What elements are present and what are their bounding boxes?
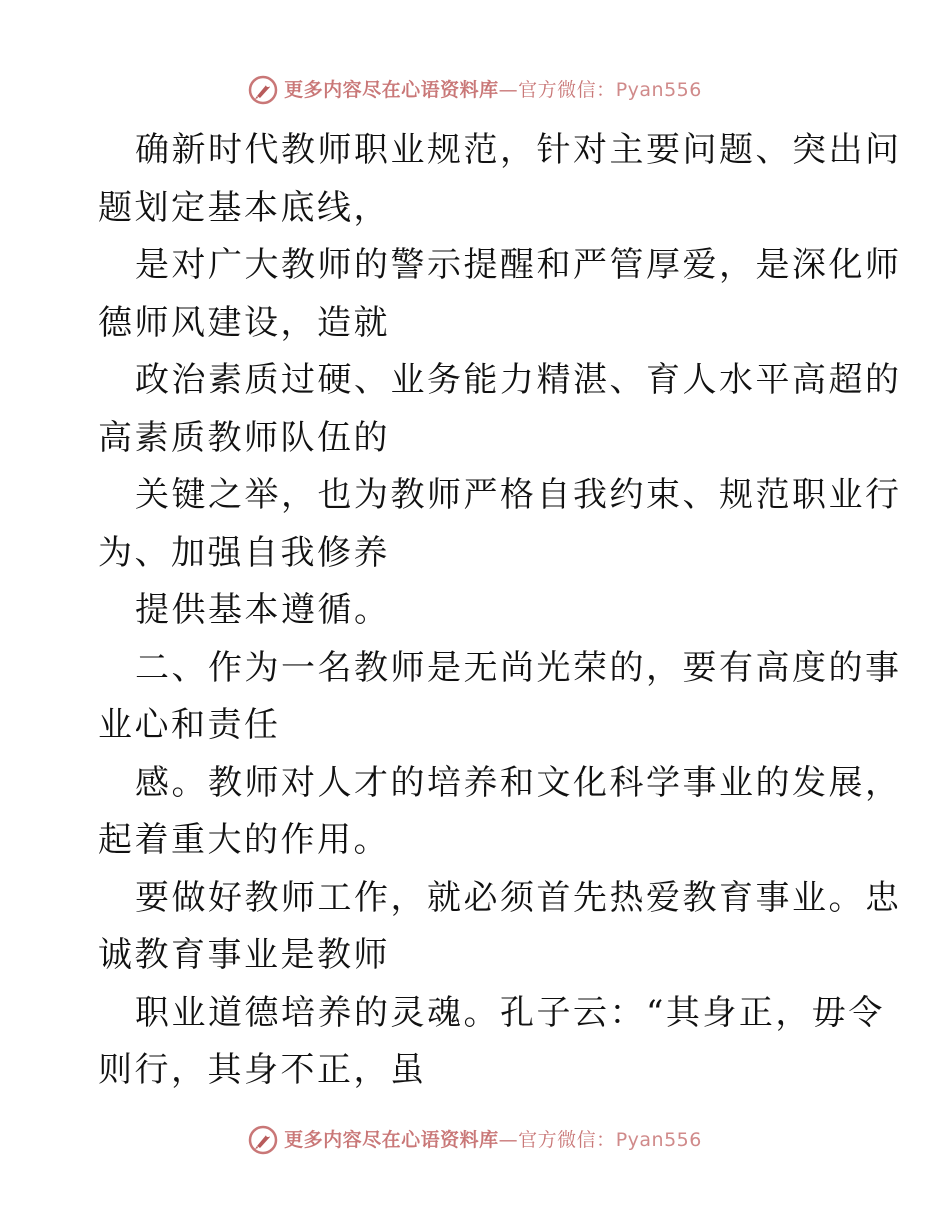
footer-watermark [0,1122,950,1158]
watermark-contact-label: 官方微信： [518,1128,616,1151]
body-line: 职业道德培养的灵魂。孔子云：“其身正，毋令 [135,992,885,1033]
body-line: 确新时代教师职业规范，针对主要问题、突出问 [135,130,902,170]
body-line: 二、作为一名教师是无尚光荣的，要有高度的事 [135,647,902,688]
body-line: 关键之举，也为教师严格自我约束、规范职业行 [135,475,902,515]
watermark-contact-id: Pyan556 [615,1128,702,1151]
body-line: 业心和责任 [98,705,281,745]
watermark-brand: 更多内容尽在心语资料库 [284,1128,499,1151]
header-watermark [0,72,950,108]
pen-nib-logo-icon [248,75,278,105]
body-line: 提供基本遵循。 [135,590,391,630]
body-line: 则行，其身不正，虽 [98,1050,427,1090]
body-line: 为、加强自我修养 [98,532,390,573]
body-line: 诚教育事业是教师 [98,935,390,975]
watermark-separator: — [498,78,519,101]
pen-nib-logo-icon [248,1125,278,1155]
watermark-separator: — [498,1128,519,1151]
body-line: 是对广大教师的警示提醒和严管厚爱，是深化师 [135,245,902,285]
document-body [98,122,902,1100]
body-line: 德师风建设，造就 [98,302,390,343]
body-line: 要做好教师工作，就必须首先热爱教育事业。忠 [135,877,902,918]
body-line: 感。教师对人才的培养和文化科学事业的发展， [135,762,902,803]
watermark-brand: 更多内容尽在心语资料库 [284,78,499,101]
body-line: 高素质教师队伍的 [98,417,390,458]
body-line: 题划定基本底线， [98,187,390,228]
body-line: 政治素质过硬、业务能力精湛、育人水平高超的 [135,360,902,400]
body-line: 起着重大的作用。 [98,820,390,860]
watermark-contact-label: 官方微信： [518,78,616,101]
watermark-contact-id: Pyan556 [615,78,702,101]
